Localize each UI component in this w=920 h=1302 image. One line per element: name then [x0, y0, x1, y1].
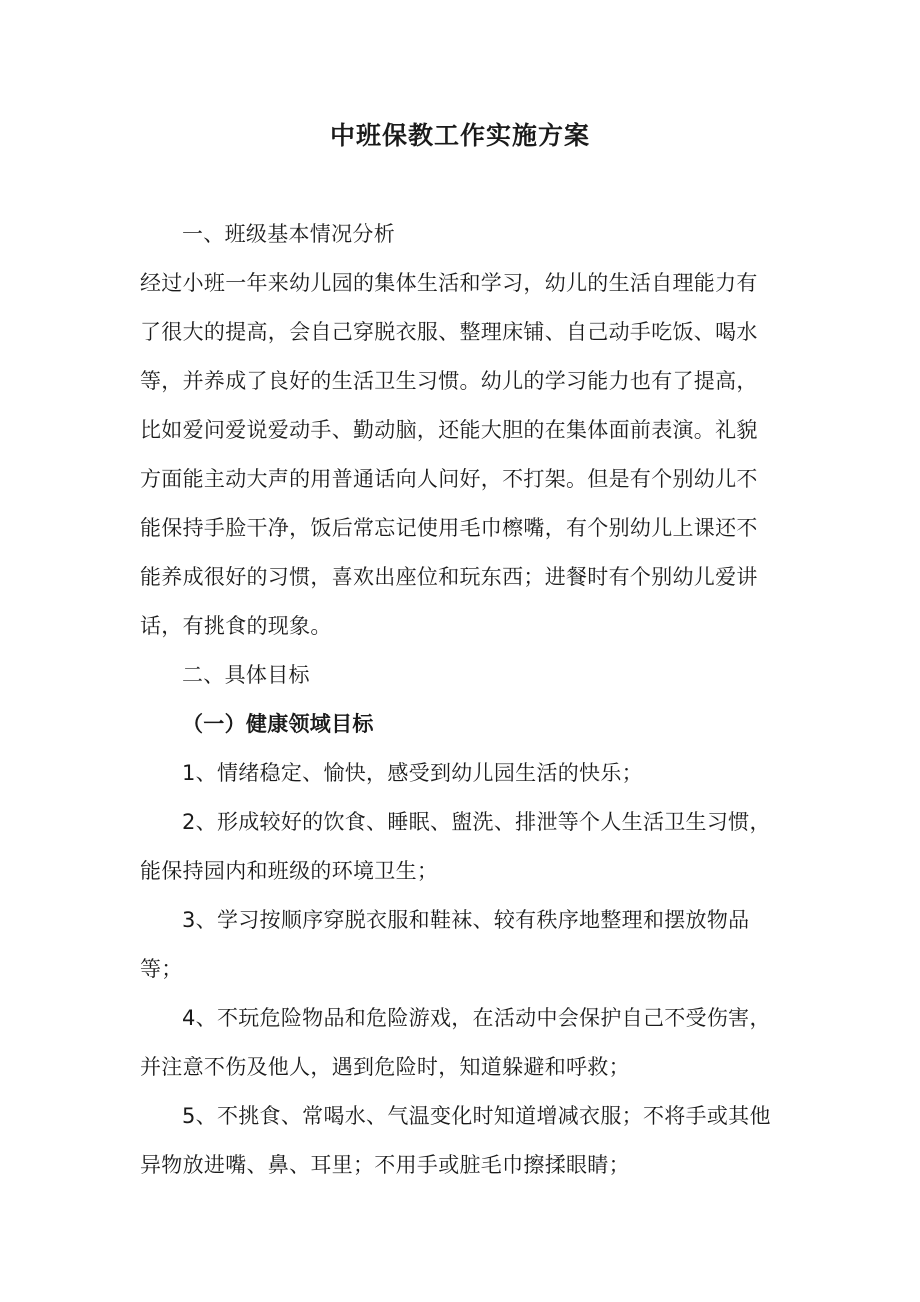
list-item-continuation: 等； [140, 957, 183, 981]
list-item-continuation: 异物放进嘴、鼻、耳里；不用手或脏毛巾擦揉眼睛； [140, 1153, 630, 1177]
list-item: 4、不玩危险物品和危险游戏，在活动中会保护自己不受伤害， [182, 1006, 771, 1030]
list-item: 3、学习按顺序穿脱衣服和鞋袜、较有秩序地整理和摆放物品 [182, 908, 750, 932]
paragraph-line: 方面能主动大声的用普通话向人问好，不打架。但是有个别幼儿不 [140, 467, 758, 491]
paragraph-line: 能养成很好的习惯，喜欢出座位和玩东西；进餐时有个别幼儿爱讲 [140, 565, 758, 589]
section-heading-2: 二、具体目标 [182, 663, 310, 687]
list-item-continuation: 并注意不伤及他人，遇到危险时，知道躲避和呼救； [140, 1055, 630, 1079]
list-item: 1、情绪稳定、愉快，感受到幼儿园生活的快乐； [182, 761, 643, 785]
list-item-continuation: 能保持园内和班级的环境卫生； [140, 859, 439, 883]
paragraph-line: 经过小班一年来幼儿园的集体生活和学习，幼儿的生活自理能力有 [140, 271, 758, 295]
paragraph-line: 等，并养成了良好的生活卫生习惯。幼儿的学习能力也有了提高， [140, 369, 758, 393]
document-title: 中班保教工作实施方案 [329, 121, 590, 150]
paragraph-line: 了很大的提高，会自己穿脱衣服、整理床铺、自己动手吃饭、喝水 [140, 320, 758, 344]
paragraph-line: 话，有挑食的现象。 [140, 614, 332, 638]
section-heading-1: 一、班级基本情况分析 [182, 222, 395, 246]
subsection-heading: （一）健康领域目标 [182, 712, 374, 736]
paragraph-line: 能保持手脸干净，饭后常忘记使用毛巾檫嘴，有个别幼儿上课还不 [140, 516, 758, 540]
document-body [140, 210, 790, 1190]
list-item: 2、形成较好的饮食、睡眠、盥洗、排泄等个人生活卫生习惯， [182, 810, 771, 834]
list-item: 5、不挑食、常喝水、气温变化时知道增减衣服；不将手或其他 [182, 1104, 771, 1128]
paragraph-line: 比如爱问爱说爱动手、勤动脑，还能大胆的在集体面前表演。礼貌 [140, 418, 758, 442]
